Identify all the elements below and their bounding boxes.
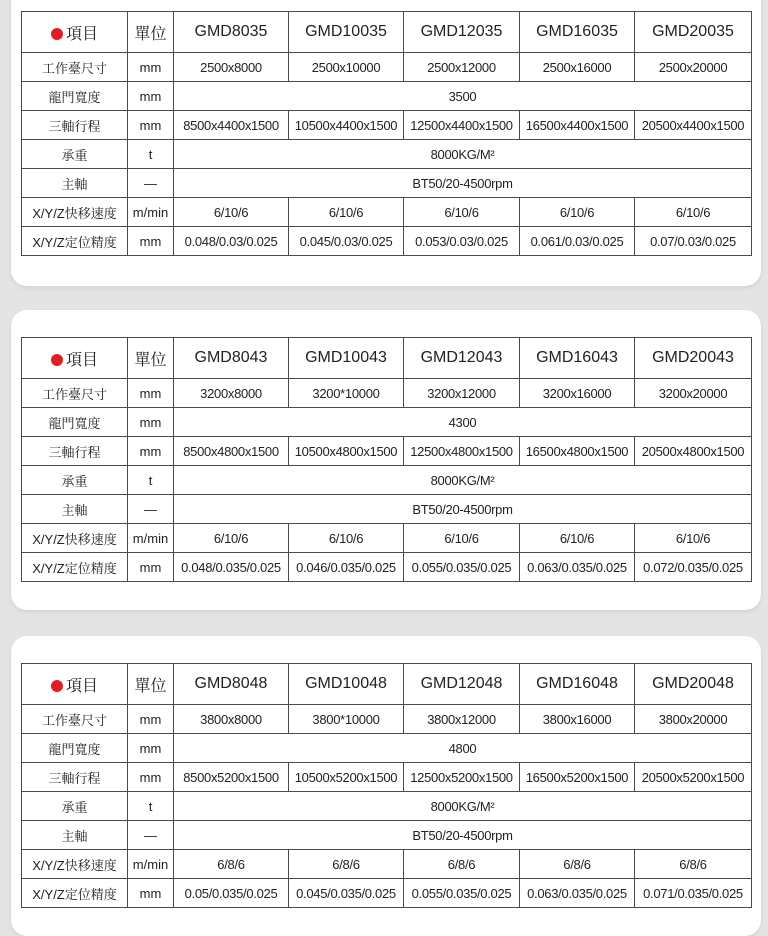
spec-value: 20500x4400x1500 bbox=[635, 111, 752, 140]
spec-label: X/Y/Z定位精度 bbox=[22, 553, 128, 582]
red-dot-icon bbox=[51, 680, 63, 692]
spec-value: 0.061/0.03/0.025 bbox=[520, 227, 635, 256]
spec-unit: mm bbox=[128, 553, 174, 582]
spec-value: 6/8/6 bbox=[174, 850, 289, 879]
spec-label: 承重 bbox=[22, 466, 128, 495]
spec-value: 6/8/6 bbox=[520, 850, 635, 879]
header-unit-label: 單位 bbox=[134, 677, 167, 695]
spec-value: 0.05/0.035/0.025 bbox=[174, 879, 289, 908]
header-item-label: 項目 bbox=[65, 351, 98, 369]
header-item-cell bbox=[22, 338, 128, 379]
spec-value: 6/10/6 bbox=[404, 198, 520, 227]
spec-value: 0.072/0.035/0.025 bbox=[635, 553, 752, 582]
spec-table bbox=[21, 337, 752, 582]
spec-value: 20500x4800x1500 bbox=[635, 437, 752, 466]
spec-unit: — bbox=[128, 495, 174, 524]
spec-row bbox=[22, 466, 752, 495]
header-unit-label: 單位 bbox=[134, 351, 167, 369]
spec-value: 16500x4800x1500 bbox=[520, 437, 635, 466]
spec-value: 6/10/6 bbox=[174, 198, 289, 227]
spec-value: 6/8/6 bbox=[289, 850, 404, 879]
header-row bbox=[22, 12, 752, 53]
spec-row bbox=[22, 524, 752, 553]
spec-label: 主軸 bbox=[22, 169, 128, 198]
spec-value: 6/10/6 bbox=[635, 524, 752, 553]
spec-value: 10500x5200x1500 bbox=[289, 763, 404, 792]
header-item-cell bbox=[22, 664, 128, 705]
spec-value: 0.048/0.035/0.025 bbox=[174, 553, 289, 582]
spec-unit: mm bbox=[128, 763, 174, 792]
spec-unit: mm bbox=[128, 734, 174, 763]
model-name: GMD10043 bbox=[289, 338, 404, 379]
model-name: GMD12048 bbox=[404, 664, 520, 705]
spec-row bbox=[22, 111, 752, 140]
spec-row bbox=[22, 495, 752, 524]
spec-row bbox=[22, 53, 752, 82]
spec-value: 0.048/0.03/0.025 bbox=[174, 227, 289, 256]
model-name: GMD16048 bbox=[520, 664, 635, 705]
spec-row bbox=[22, 850, 752, 879]
spec-unit: m/min bbox=[128, 850, 174, 879]
spec-label: 承重 bbox=[22, 140, 128, 169]
spec-unit: m/min bbox=[128, 524, 174, 553]
spec-row bbox=[22, 553, 752, 582]
spec-value: 6/10/6 bbox=[174, 524, 289, 553]
spec-value-merged: 4300 bbox=[174, 408, 752, 437]
red-dot-icon bbox=[51, 354, 63, 366]
spec-label: 承重 bbox=[22, 792, 128, 821]
spec-value: 0.063/0.035/0.025 bbox=[520, 553, 635, 582]
spec-value: 12500x4800x1500 bbox=[404, 437, 520, 466]
spec-label: 龍門寬度 bbox=[22, 408, 128, 437]
spec-unit: t bbox=[128, 792, 174, 821]
spec-value: 6/10/6 bbox=[289, 524, 404, 553]
spec-unit: — bbox=[128, 821, 174, 850]
header-item-label: 項目 bbox=[65, 677, 98, 695]
spec-value: 6/8/6 bbox=[404, 850, 520, 879]
spec-label: X/Y/Z快移速度 bbox=[22, 524, 128, 553]
spec-unit: mm bbox=[128, 379, 174, 408]
header-row bbox=[22, 664, 752, 705]
spec-row bbox=[22, 821, 752, 850]
spec-value: 0.055/0.035/0.025 bbox=[404, 879, 520, 908]
spec-row bbox=[22, 792, 752, 821]
header-unit-cell bbox=[128, 338, 174, 379]
spec-value: 0.07/0.03/0.025 bbox=[635, 227, 752, 256]
spec-value: 12500x5200x1500 bbox=[404, 763, 520, 792]
spec-unit: m/min bbox=[128, 198, 174, 227]
spec-unit: mm bbox=[128, 879, 174, 908]
spec-label: 三軸行程 bbox=[22, 111, 128, 140]
spec-value: 20500x5200x1500 bbox=[635, 763, 752, 792]
spec-value: 2500x10000 bbox=[289, 53, 404, 82]
spec-value: 3200x12000 bbox=[404, 379, 520, 408]
spec-value-merged: BT50/20-4500rpm bbox=[174, 169, 752, 198]
spec-value: 16500x4400x1500 bbox=[520, 111, 635, 140]
spec-label: X/Y/Z定位精度 bbox=[22, 227, 128, 256]
spec-unit: t bbox=[128, 466, 174, 495]
spec-value: 0.046/0.035/0.025 bbox=[289, 553, 404, 582]
spec-value: 8500x4400x1500 bbox=[174, 111, 289, 140]
spec-unit: mm bbox=[128, 53, 174, 82]
spec-row bbox=[22, 408, 752, 437]
spec-row bbox=[22, 734, 752, 763]
spec-value-merged: 3500 bbox=[174, 82, 752, 111]
spec-value: 8500x5200x1500 bbox=[174, 763, 289, 792]
spec-value: 16500x5200x1500 bbox=[520, 763, 635, 792]
spec-value: 2500x8000 bbox=[174, 53, 289, 82]
spec-label: 工作臺尺寸 bbox=[22, 705, 128, 734]
spec-row bbox=[22, 169, 752, 198]
spec-card-3 bbox=[11, 636, 761, 936]
spec-value: 2500x16000 bbox=[520, 53, 635, 82]
spec-value: 6/10/6 bbox=[404, 524, 520, 553]
spec-unit: — bbox=[128, 169, 174, 198]
spec-row bbox=[22, 705, 752, 734]
spec-value: 10500x4800x1500 bbox=[289, 437, 404, 466]
spec-value: 3800x8000 bbox=[174, 705, 289, 734]
spec-unit: mm bbox=[128, 227, 174, 256]
spec-row bbox=[22, 140, 752, 169]
spec-unit: mm bbox=[128, 705, 174, 734]
spec-value: 2500x12000 bbox=[404, 53, 520, 82]
spec-value: 0.063/0.035/0.025 bbox=[520, 879, 635, 908]
spec-unit: mm bbox=[128, 437, 174, 466]
spec-value: 3200x20000 bbox=[635, 379, 752, 408]
header-item-cell bbox=[22, 12, 128, 53]
header-unit-cell bbox=[128, 12, 174, 53]
spec-row bbox=[22, 198, 752, 227]
spec-table bbox=[21, 11, 752, 256]
spec-card-2 bbox=[11, 310, 761, 610]
spec-value-merged: 8000KG/M² bbox=[174, 140, 752, 169]
spec-value: 2500x20000 bbox=[635, 53, 752, 82]
model-name: GMD12043 bbox=[404, 338, 520, 379]
header-row bbox=[22, 338, 752, 379]
spec-value: 3200x8000 bbox=[174, 379, 289, 408]
model-name: GMD8043 bbox=[174, 338, 289, 379]
spec-value-merged: BT50/20-4500rpm bbox=[174, 821, 752, 850]
spec-value: 6/10/6 bbox=[635, 198, 752, 227]
spec-label: X/Y/Z快移速度 bbox=[22, 198, 128, 227]
spec-value: 0.045/0.03/0.025 bbox=[289, 227, 404, 256]
spec-label: X/Y/Z定位精度 bbox=[22, 879, 128, 908]
spec-value: 10500x4400x1500 bbox=[289, 111, 404, 140]
spec-label: 龍門寬度 bbox=[22, 82, 128, 111]
model-name: GMD12035 bbox=[404, 12, 520, 53]
spec-card-1 bbox=[11, 0, 761, 286]
spec-value: 3800x12000 bbox=[404, 705, 520, 734]
spec-value: 6/8/6 bbox=[635, 850, 752, 879]
spec-row bbox=[22, 437, 752, 466]
model-name: GMD8048 bbox=[174, 664, 289, 705]
model-name: GMD8035 bbox=[174, 12, 289, 53]
model-name: GMD10048 bbox=[289, 664, 404, 705]
red-dot-icon bbox=[51, 28, 63, 40]
model-name: GMD20035 bbox=[635, 12, 752, 53]
header-unit-label: 單位 bbox=[134, 25, 167, 43]
spec-unit: mm bbox=[128, 111, 174, 140]
spec-table bbox=[21, 663, 752, 908]
spec-value: 3800x20000 bbox=[635, 705, 752, 734]
spec-value: 0.055/0.035/0.025 bbox=[404, 553, 520, 582]
spec-unit: mm bbox=[128, 82, 174, 111]
spec-value: 3800*10000 bbox=[289, 705, 404, 734]
model-name: GMD16043 bbox=[520, 338, 635, 379]
model-name: GMD20043 bbox=[635, 338, 752, 379]
spec-row bbox=[22, 227, 752, 256]
spec-value: 3200*10000 bbox=[289, 379, 404, 408]
spec-value: 12500x4400x1500 bbox=[404, 111, 520, 140]
spec-row bbox=[22, 763, 752, 792]
spec-value-merged: 4800 bbox=[174, 734, 752, 763]
spec-value: 6/10/6 bbox=[520, 198, 635, 227]
model-name: GMD16035 bbox=[520, 12, 635, 53]
spec-value-merged: 8000KG/M² bbox=[174, 466, 752, 495]
spec-label: X/Y/Z快移速度 bbox=[22, 850, 128, 879]
spec-value: 8500x4800x1500 bbox=[174, 437, 289, 466]
spec-value: 3200x16000 bbox=[520, 379, 635, 408]
spec-label: 三軸行程 bbox=[22, 763, 128, 792]
spec-label: 三軸行程 bbox=[22, 437, 128, 466]
header-item-label: 項目 bbox=[65, 25, 98, 43]
spec-row bbox=[22, 379, 752, 408]
spec-row bbox=[22, 879, 752, 908]
spec-row bbox=[22, 82, 752, 111]
spec-label: 主軸 bbox=[22, 821, 128, 850]
spec-label: 龍門寬度 bbox=[22, 734, 128, 763]
spec-unit: mm bbox=[128, 408, 174, 437]
spec-value-merged: 8000KG/M² bbox=[174, 792, 752, 821]
spec-value: 0.045/0.035/0.025 bbox=[289, 879, 404, 908]
spec-value: 3800x16000 bbox=[520, 705, 635, 734]
header-unit-cell bbox=[128, 664, 174, 705]
spec-label: 工作臺尺寸 bbox=[22, 53, 128, 82]
spec-unit: t bbox=[128, 140, 174, 169]
model-name: GMD10035 bbox=[289, 12, 404, 53]
spec-value-merged: BT50/20-4500rpm bbox=[174, 495, 752, 524]
spec-value: 6/10/6 bbox=[520, 524, 635, 553]
model-name: GMD20048 bbox=[635, 664, 752, 705]
spec-value: 6/10/6 bbox=[289, 198, 404, 227]
spec-label: 工作臺尺寸 bbox=[22, 379, 128, 408]
spec-value: 0.053/0.03/0.025 bbox=[404, 227, 520, 256]
spec-label: 主軸 bbox=[22, 495, 128, 524]
spec-value: 0.071/0.035/0.025 bbox=[635, 879, 752, 908]
